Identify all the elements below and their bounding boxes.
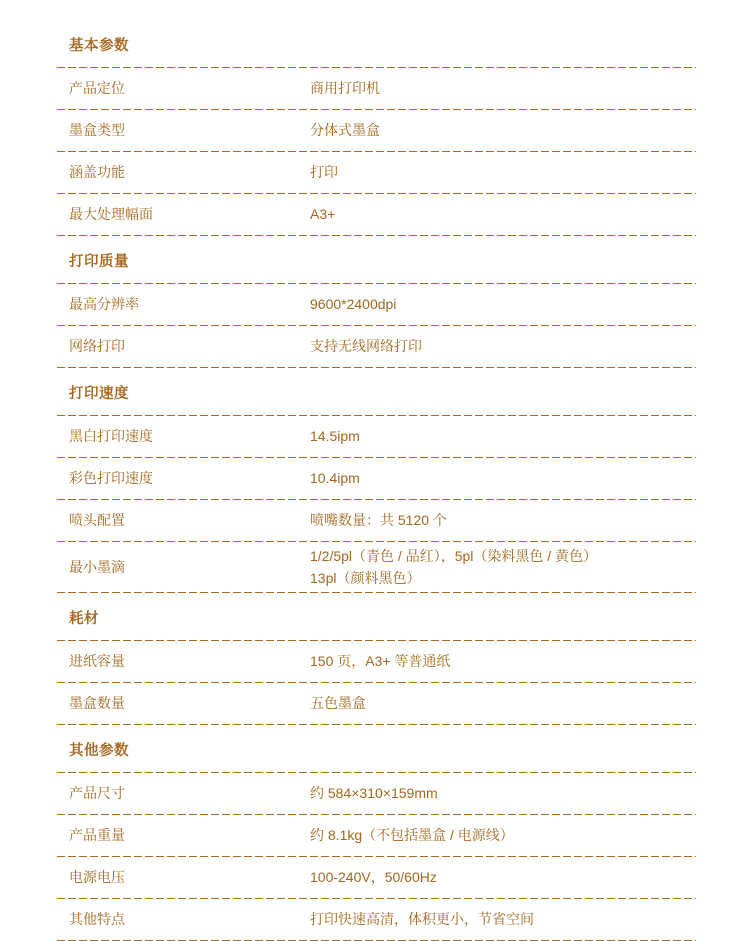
spec-row [57, 152, 696, 193]
spec-value: 喷嘴数量：共 5120 个 [310, 512, 447, 528]
spec-value: 14.5ipm [310, 428, 360, 444]
spec-row [57, 542, 696, 592]
spec-row [57, 899, 696, 940]
section-title: 其他参数 [69, 743, 129, 759]
spec-value: 支持无线网络打印 [310, 338, 422, 354]
spec-row [57, 110, 696, 151]
spec-label: 喷头配置 [69, 512, 125, 528]
spec-label: 网络打印 [69, 338, 125, 354]
spec-section-print-quality [57, 236, 696, 368]
spec-value: 约 8.1kg（不包括墨盒 / 电源线） [310, 827, 514, 843]
spec-value: 约 584×310×159mm [310, 785, 438, 801]
product-spec-table [57, 0, 696, 941]
spec-section-basic [57, 20, 696, 236]
spec-section-other [57, 725, 696, 941]
spec-value: 10.4ipm [310, 470, 360, 486]
spec-label: 产品尺寸 [69, 785, 125, 801]
spec-label: 其他特点 [69, 911, 125, 927]
spec-value: 五色墨盒 [310, 695, 366, 711]
spec-row [57, 500, 696, 541]
section-title: 基本参数 [69, 38, 129, 54]
spec-value: 商用打印机 [310, 80, 380, 96]
section-title: 耗材 [69, 611, 99, 627]
spec-label: 产品定位 [69, 80, 125, 96]
spec-label: 电源电压 [69, 869, 125, 885]
spec-row [57, 416, 696, 457]
spec-label: 进纸容量 [69, 653, 125, 669]
section-title: 打印速度 [69, 386, 129, 402]
spec-row [57, 857, 696, 898]
spec-row [57, 68, 696, 109]
spec-section-consumables [57, 593, 696, 725]
spec-value: 打印快速高清，体积更小，节省空间 [310, 911, 534, 927]
spec-row [57, 326, 696, 367]
spec-label: 最小墨滴 [69, 558, 125, 575]
spec-row [57, 284, 696, 325]
spec-label: 最大处理幅面 [69, 206, 153, 222]
spec-value: 100-240V，50/60Hz [310, 869, 437, 885]
spec-label: 涵盖功能 [69, 164, 125, 180]
spec-row [57, 683, 696, 724]
spec-label: 墨盒数量 [69, 695, 125, 711]
spec-label: 彩色打印速度 [69, 470, 153, 486]
spec-value: 150 页，A3+ 等普通纸 [310, 653, 451, 669]
spec-row [57, 194, 696, 235]
spec-value-line: 1/2/5pl（青色 / 品红），5pl（染料黑色 / 黄色） [310, 548, 598, 564]
spec-value-line: 13pl（颜料黑色） [310, 570, 421, 586]
spec-label: 产品重量 [69, 827, 125, 843]
spec-row [57, 641, 696, 682]
spec-value [310, 545, 696, 589]
spec-value: 分体式墨盒 [310, 122, 380, 138]
spec-row [57, 773, 696, 814]
spec-section-print-speed [57, 368, 696, 593]
spec-label: 墨盒类型 [69, 122, 125, 138]
section-title: 打印质量 [69, 254, 129, 270]
spec-row [57, 815, 696, 856]
spec-label: 最高分辨率 [69, 296, 139, 312]
spec-value: 打印 [310, 164, 338, 180]
spec-value: A3+ [310, 206, 336, 222]
spec-value: 9600*2400dpi [310, 296, 397, 312]
spec-label: 黑白打印速度 [69, 428, 153, 444]
spec-row [57, 458, 696, 499]
